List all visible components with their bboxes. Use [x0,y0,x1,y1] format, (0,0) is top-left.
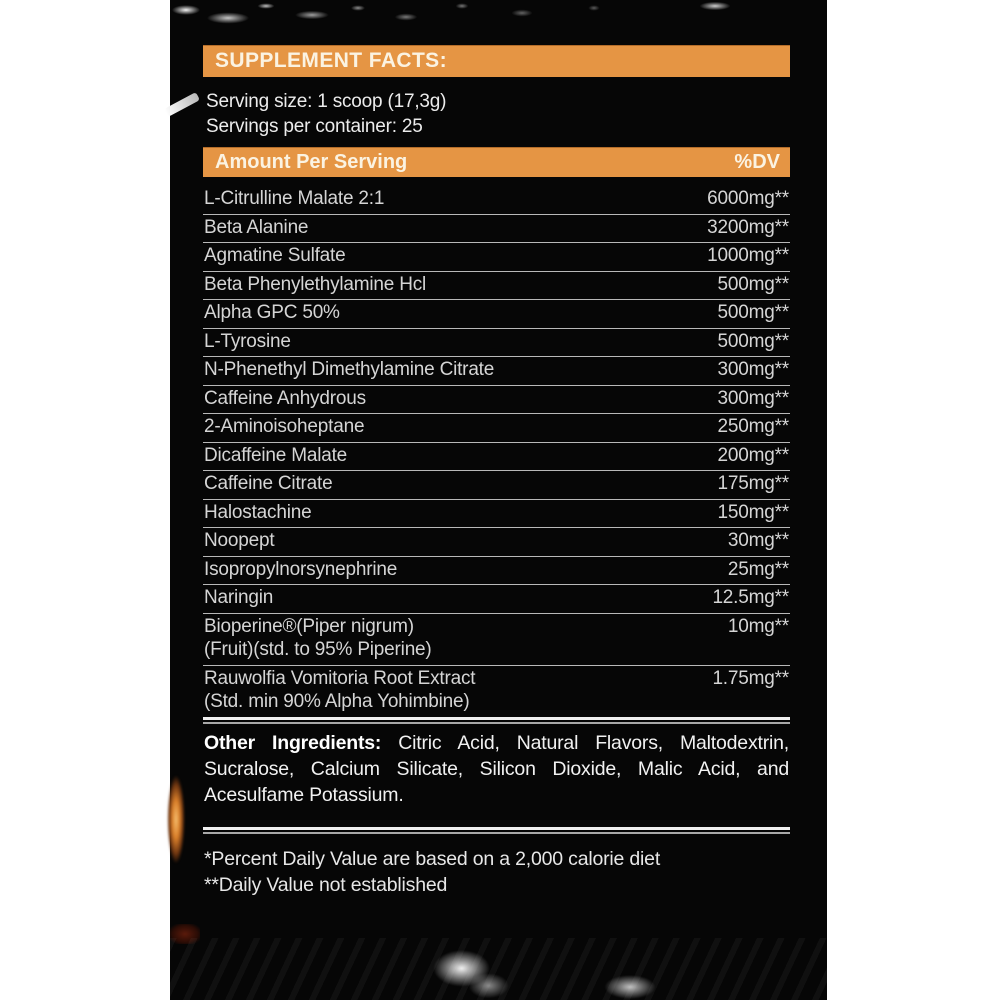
ingredient-amount: 150mg** [717,501,789,523]
ingredient-row [203,471,790,500]
ingredient-name: Naringin [204,587,274,608]
ingredient-row [203,386,790,415]
ingredient-name: Agmatine Sulfate [204,245,346,266]
footnotes [203,846,790,898]
amount-per-serving-bar [203,147,790,177]
label-content [203,0,790,898]
ingredient-row [203,614,790,666]
ingredient-amount: 12.5mg** [712,587,789,608]
ingredient-name: 2-Aminoisoheptane [204,416,365,437]
ingredient-amount: 500mg** [717,302,789,323]
dv-column-label: %DV [734,150,780,173]
ingredient-name: Isopropylnorsynephrine [204,558,398,580]
amount-per-serving-label: Amount Per Serving [215,150,408,173]
ingredient-subline: (Fruit)(std. to 95% Piperine) [204,639,432,660]
supplement-facts-header-bar [203,45,790,77]
ingredient-name: Beta Alanine [204,216,309,238]
double-rule-divider [203,827,790,834]
ingredient-row [203,329,790,358]
ingredient-row [203,272,790,301]
ingredient-subline: (Std. min 90% Alpha Yohimbine) [204,691,470,712]
ingredient-amount: 175mg** [717,473,789,494]
ingredient-amount: 500mg** [717,330,789,352]
ingredient-name: N-Phenethyl Dimethylamine Citrate [204,359,495,380]
ingredient-amount: 10mg** [727,615,789,637]
ingredient-name: L-Citrulline Malate 2:1 [204,188,385,209]
ingredient-amount: 3200mg** [707,216,789,238]
ingredient-row [203,215,790,244]
bottom-highlight-texture [413,944,521,1002]
ingredient-name: Beta Phenylethylamine Hcl [204,273,427,295]
ingredient-name: Caffeine Citrate [204,473,333,494]
ingredient-name: Caffeine Anhydrous [204,387,366,409]
supplement-label-panel [170,0,827,1000]
ingredient-name: Rauwolfia Vomitoria Root Extract [204,667,476,689]
ingredient-row [203,585,790,614]
ingredient-name: Noopept [204,530,275,551]
ingredient-amount: 6000mg** [707,188,789,209]
ingredient-amount: 1000mg** [707,245,789,266]
other-ingredients-label: Other Ingredients: [204,731,382,754]
serving-info [203,89,790,139]
left-edge-highlight-texture [164,92,200,117]
ingredient-amount: 300mg** [717,387,789,409]
supplement-facts-title: SUPPLEMENT FACTS: [215,49,447,72]
bottom-highlight-texture-2 [590,972,670,1002]
ingredient-row [203,528,790,557]
left-edge-flame-texture [167,760,185,868]
ingredient-name: Bioperine®(Piper nigrum) [204,615,414,637]
ingredient-amount: 25mg** [727,558,789,580]
ingredient-name: Alpha GPC 50% [204,302,340,323]
ingredient-name: Halostachine [204,501,312,523]
other-ingredients-paragraph [203,730,790,808]
ingredient-amount: 200mg** [717,444,789,466]
double-rule-divider [203,717,790,724]
ingredient-name: Dicaffeine Malate [204,444,348,466]
ingredient-row [203,243,790,272]
other-ingredients-text: Citric Acid, Natural Flavors, Maltodextrin, Sucralose, Calcium Silicate, Silicon Dioxide, Malic Acid, and Acesulfame Potassium. [204,731,790,806]
ingredient-amount: 250mg** [717,416,789,437]
serving-size-text: Serving size: 1 scoop (17,3g) [206,91,447,112]
servings-per-container-text: Servings per container: 25 [206,116,423,137]
ingredient-amount: 30mg** [727,530,789,551]
ingredient-row [203,500,790,529]
ingredient-row [203,666,790,717]
ingredient-name: L-Tyrosine [204,330,291,352]
ingredient-amount: 500mg** [717,273,789,295]
ingredient-amount: 1.75mg** [712,667,789,689]
ingredients-table [203,186,790,717]
ingredient-row [203,443,790,472]
ingredient-row [203,357,790,386]
percent-dv-footnote: *Percent Daily Value are based on a 2,000 calorie diet [204,848,661,870]
ingredient-amount: 300mg** [717,359,789,380]
ingredient-row [203,186,790,215]
ingredient-row [203,414,790,443]
ingredient-row [203,557,790,586]
ingredient-row [203,300,790,329]
dv-not-established-footnote: **Daily Value not established [204,874,448,896]
